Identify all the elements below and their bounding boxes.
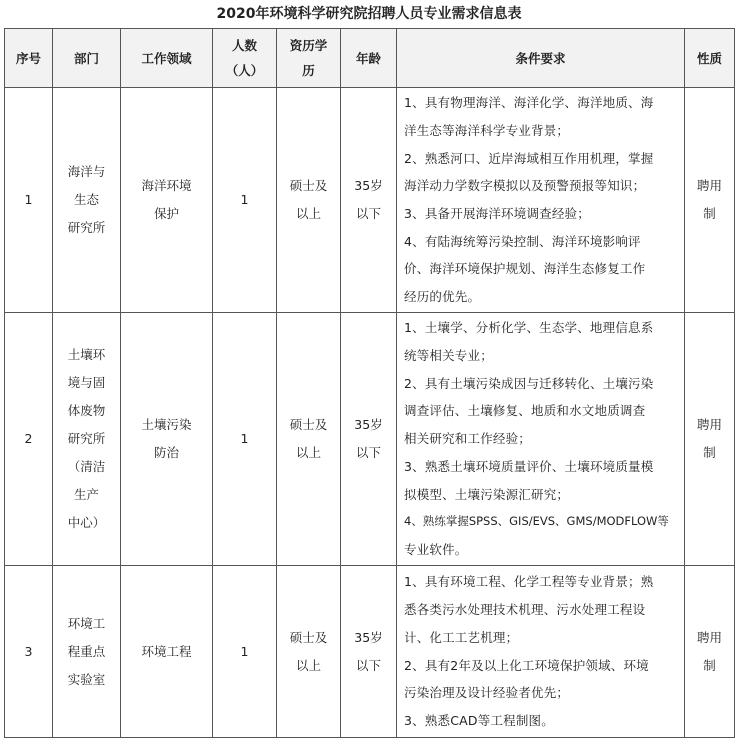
document-title: 2020年环境科学研究院招聘人员专业需求信息表 <box>216 6 522 22</box>
education-line: 以上 <box>295 445 321 460</box>
requirement-line: 3、熟悉CAD等工程制图。 <box>404 712 554 728</box>
header-requirements: 条件要求 <box>397 29 685 88</box>
type-line: 制 <box>703 445 716 460</box>
header-count-line: （人） <box>225 63 264 78</box>
cell-field <box>121 88 213 313</box>
age-line: 35岁 <box>354 629 383 645</box>
requirement-line: 洋生态等海洋科学专业背景； <box>404 122 570 138</box>
field-line: 环境工程 <box>141 643 192 659</box>
header-dept: 部门 <box>53 29 121 88</box>
cell-seq: 1 <box>5 88 53 313</box>
dept-line: 境与固 <box>67 375 106 390</box>
cell-count: 1 <box>213 313 277 566</box>
table-row <box>5 88 735 313</box>
requirement-line: 1、具有环境工程、化学工程等专业背景；熟 <box>404 574 654 590</box>
requirement-line: 3、具备开展海洋环境调查经验； <box>404 206 590 221</box>
requirement-line: 调查评估、土壤修复、地质和水文地质调查 <box>404 403 646 419</box>
dept-line: 海洋与 <box>67 164 106 179</box>
requirement-line: 3、熟悉土壤环境质量评价、土壤环境质量模 <box>404 458 654 474</box>
education-line: 硕士及 <box>289 178 328 193</box>
requirement-line: 4、熟练掌握SPSS、GIS/EVS、GMS/MODFLOW等 <box>404 514 669 529</box>
dept-line: 环境工 <box>67 615 106 631</box>
requirement-line: 价、海洋环境保护规划、海洋生态修复工作 <box>404 261 646 277</box>
header-education <box>277 29 341 88</box>
education-line: 以上 <box>295 206 321 221</box>
requirement-line: 计、化工工艺机理； <box>404 629 519 645</box>
cell-education <box>277 88 341 313</box>
requirement-line: 统等相关专业； <box>404 348 493 364</box>
cell-count: 1 <box>213 88 277 313</box>
age-line: 以下 <box>355 657 381 673</box>
cell-education <box>277 566 341 738</box>
requirement-line: 拟模型、土壤污染源汇研究； <box>404 486 570 502</box>
header-count-line: 人数 <box>231 38 257 53</box>
header-count <box>213 29 277 88</box>
header-row <box>5 29 735 88</box>
cell-education <box>277 313 341 566</box>
requirement-line: 1、具有物理海洋、海洋化学、海洋地质、海 <box>404 95 654 111</box>
cell-dept <box>53 566 121 738</box>
education-line: 硕士及 <box>289 417 328 432</box>
cell-type <box>685 566 735 738</box>
dept-line: 研究所 <box>67 220 106 235</box>
field-line: 保护 <box>153 206 179 221</box>
cell-field <box>121 313 213 566</box>
cell-count: 1 <box>213 566 277 738</box>
type-line: 聘用 <box>696 178 722 193</box>
cell-type <box>685 313 735 566</box>
header-education-line: 历 <box>302 63 315 78</box>
requirement-line: 1、土壤学、分析化学、生态学、地理信息系 <box>404 320 654 336</box>
type-line: 聘用 <box>696 417 722 432</box>
field-line: 防治 <box>153 445 179 460</box>
age-line: 35岁 <box>354 178 383 193</box>
dept-line: 研究所 <box>67 431 106 446</box>
cell-seq: 3 <box>5 566 53 738</box>
header-field: 工作领域 <box>121 29 213 88</box>
requirement-line: 2、具有2年及以上化工环境保护领域、环境 <box>404 657 649 673</box>
cell-dept <box>53 88 121 313</box>
requirement-line: 经历的优先。 <box>404 289 481 305</box>
cell-requirements <box>397 313 685 566</box>
requirement-line: 2、熟悉河口、近岸海域相互作用机理，掌握 <box>404 150 654 166</box>
dept-line: 程重点 <box>67 643 106 659</box>
requirement-line: 专业软件。 <box>404 541 468 557</box>
cell-age <box>341 566 397 738</box>
age-line: 以下 <box>355 445 381 460</box>
requirement-line: 污染治理及设计经验者优先； <box>404 685 570 701</box>
cell-age <box>341 88 397 313</box>
dept-line: 生产 <box>73 487 99 502</box>
type-line: 聘用 <box>696 629 722 645</box>
table-row <box>5 313 735 566</box>
dept-line: 中心） <box>67 515 106 530</box>
cell-type <box>685 88 735 313</box>
header-type: 性质 <box>685 29 735 88</box>
type-line: 制 <box>703 206 716 221</box>
requirement-line: 相关研究和工作经验； <box>404 431 532 447</box>
age-line: 以下 <box>355 206 381 221</box>
dept-line: 生态 <box>73 192 99 207</box>
dept-line: （清洁 <box>67 459 106 474</box>
recruitment-table <box>4 28 735 738</box>
requirement-line: 2、具有土壤污染成因与迁移转化、土壤污染 <box>404 375 654 391</box>
header-age: 年龄 <box>341 29 397 88</box>
requirement-line: 悉各类污水处理技术机理、污水处理工程设 <box>404 602 646 618</box>
header-seq: 序号 <box>5 29 53 88</box>
field-line: 海洋环境 <box>141 178 192 193</box>
education-line: 硕士及 <box>289 629 328 645</box>
dept-line: 体废物 <box>67 403 106 418</box>
dept-line: 实验室 <box>67 671 106 687</box>
age-line: 35岁 <box>354 417 383 432</box>
type-line: 制 <box>703 657 716 673</box>
requirement-line: 4、有陆海统筹污染控制、海洋环境影响评 <box>404 233 641 249</box>
table-row <box>5 566 735 738</box>
cell-field <box>121 566 213 738</box>
cell-seq: 2 <box>5 313 53 566</box>
cell-requirements <box>397 88 685 313</box>
cell-dept <box>53 313 121 566</box>
requirement-line: 海洋动力学数字模拟以及预警预报等知识； <box>404 178 646 194</box>
cell-age <box>341 313 397 566</box>
field-line: 土壤污染 <box>141 417 192 432</box>
cell-requirements <box>397 566 685 738</box>
dept-line: 土壤环 <box>67 347 106 362</box>
header-education-line: 资历学 <box>289 38 328 53</box>
education-line: 以上 <box>295 657 321 673</box>
